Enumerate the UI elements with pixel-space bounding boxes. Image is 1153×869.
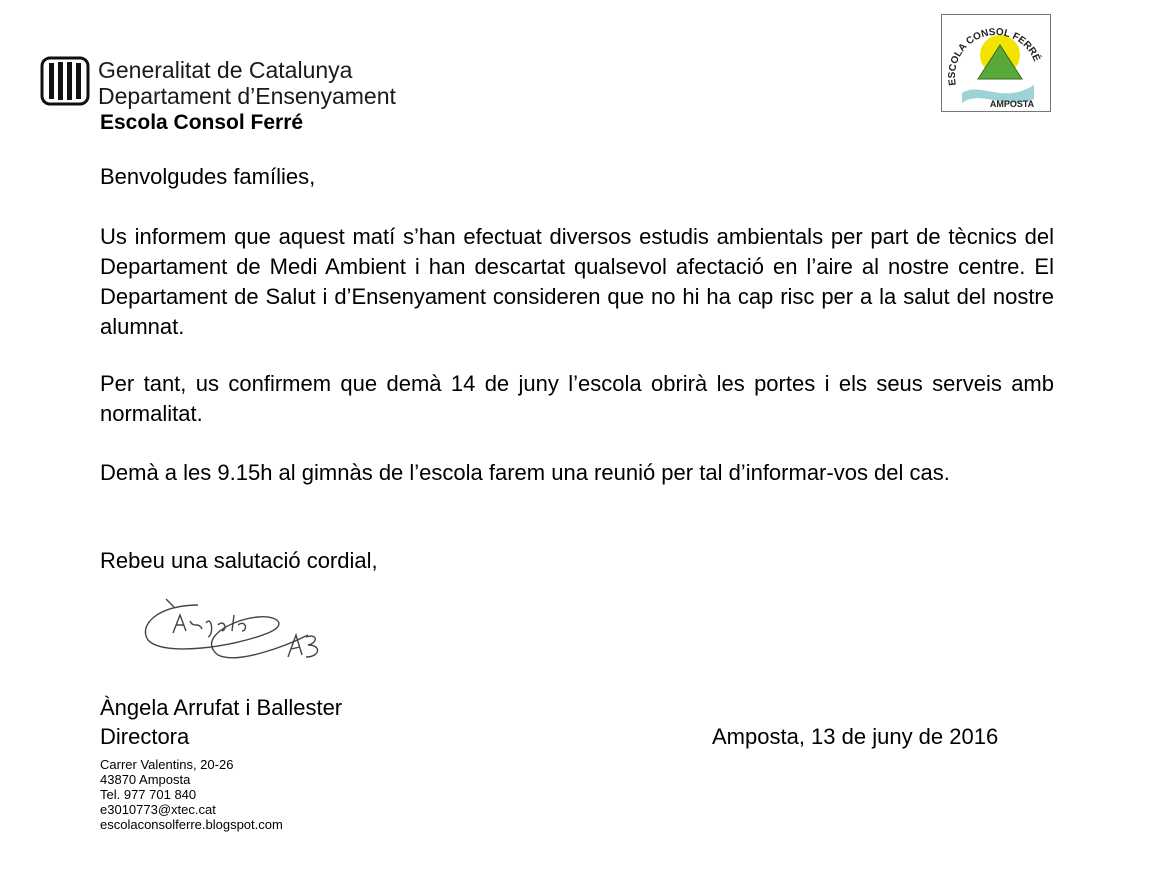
paragraph-3: Demà a les 9.15h al gimnàs de l’escola farem una reunió per tal d’informar-vos del cas. [100, 460, 950, 485]
school-name: Escola Consol Ferré [100, 111, 304, 134]
catalonia-shield-icon [40, 56, 90, 106]
signature-icon [138, 585, 348, 675]
logo-arc-text: ESCOLA CONSOL FERRÉ [946, 26, 1042, 87]
contact-block [100, 757, 283, 832]
signer-name: Àngela Arrufat i Ballester [100, 695, 343, 720]
contact-blog[interactable]: escolaconsolferre.blogspot.com [100, 817, 283, 832]
logo-city-text: AMPOSTA [989, 99, 1035, 109]
contact-street: Carrer Valentins, 20-26 [100, 757, 234, 772]
greeting: Benvolgudes famílies, [100, 164, 316, 189]
school-logo-icon [941, 14, 1051, 112]
org-name: Generalitat de Catalunya [98, 57, 353, 83]
contact-city: 43870 Amposta [100, 772, 191, 787]
paragraph-1: Us informem que aquest matí s’han efectuat diversos estudis ambientals per part de tècnics del Departament de Medi Ambient i han descartat qualsevol afectació en l’aire al nostre centre. El Departament de Salut i d’Ensenyament consideren que no hi ha cap risc per a la salut del nostre alumnat. [100, 224, 1054, 339]
place-date: Amposta, 13 de juny de 2016 [712, 724, 999, 749]
contact-email[interactable]: e3010773@xtec.cat [100, 802, 216, 817]
closing: Rebeu una salutació cordial, [100, 548, 378, 573]
signer-role: Directora [100, 724, 190, 749]
department-name: Departament d’Ensenyament [98, 83, 396, 109]
paragraph-2: Per tant, us confirmem que demà 14 de juny l’escola obrirà les portes i els seus serveis amb normalitat. [100, 371, 1054, 426]
contact-phone: Tel. 977 701 840 [100, 787, 197, 802]
